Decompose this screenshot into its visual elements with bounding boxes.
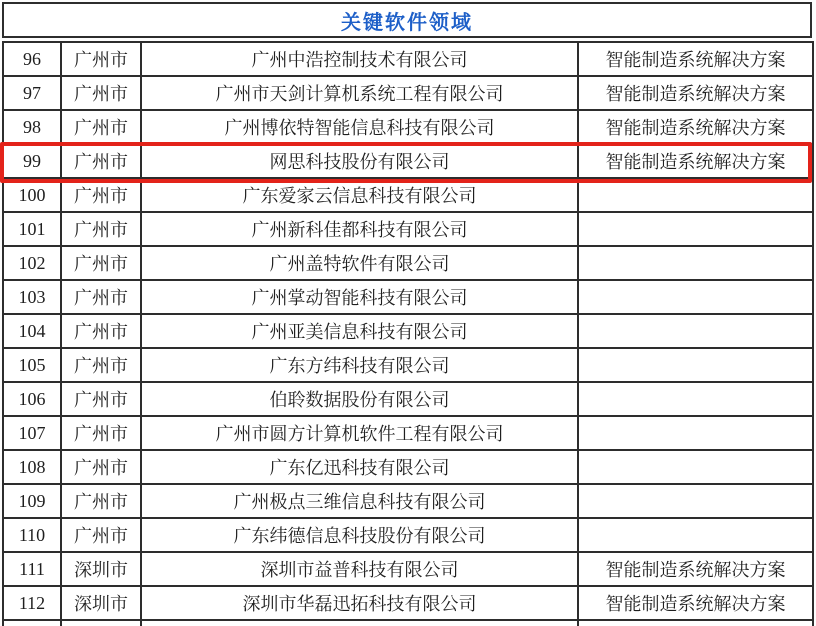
row-number-cell: 98	[3, 110, 61, 144]
company-name-cell: 广州盖特软件有限公司	[141, 246, 578, 280]
row-number-cell: 101	[3, 212, 61, 246]
city-cell: 深圳市	[61, 552, 141, 586]
row-number-cell: 103	[3, 280, 61, 314]
company-name-cell: 广州中浩控制技术有限公司	[141, 42, 578, 76]
city-cell: 广州市	[61, 382, 141, 416]
city-cell: 广州市	[61, 484, 141, 518]
company-name-cell: 广州博依特智能信息科技有限公司	[141, 110, 578, 144]
company-name-cell: 广州新科佳都科技有限公司	[141, 212, 578, 246]
solution-cell	[578, 212, 813, 246]
solution-cell: 智能制造系统解决方案	[578, 144, 813, 178]
company-name-cell: 广东亿迅科技有限公司	[141, 450, 578, 484]
company-name-cell: 广州亚美信息科技有限公司	[141, 314, 578, 348]
city-cell: 广州市	[61, 212, 141, 246]
solution-cell: 智能制造系统解决方案	[578, 76, 813, 110]
row-number-cell: 111	[3, 552, 61, 586]
row-number-cell: 96	[3, 42, 61, 76]
table-row	[3, 586, 813, 620]
table-row	[3, 620, 813, 626]
solution-cell: 智能制造系统解决方案	[578, 110, 813, 144]
row-number-cell: 105	[3, 348, 61, 382]
table-row	[3, 76, 813, 110]
table-row	[3, 110, 813, 144]
city-cell: 广州市	[61, 110, 141, 144]
company-name-cell: 深圳市华磊迅拓科技有限公司	[141, 586, 578, 620]
company-name-cell	[141, 620, 578, 626]
row-number-cell: 100	[3, 178, 61, 212]
solution-cell	[578, 314, 813, 348]
city-cell	[61, 620, 141, 626]
table-row	[3, 484, 813, 518]
city-cell: 广州市	[61, 280, 141, 314]
table-row	[3, 42, 813, 76]
city-cell: 广州市	[61, 246, 141, 280]
table-row	[3, 246, 813, 280]
company-name-cell: 伯聆数据股份有限公司	[141, 382, 578, 416]
solution-cell	[578, 280, 813, 314]
company-name-cell: 广州市天剑计算机系统工程有限公司	[141, 76, 578, 110]
table-row	[3, 382, 813, 416]
table-row	[3, 348, 813, 382]
solution-cell	[578, 518, 813, 552]
row-number-cell: 99	[3, 144, 61, 178]
row-number-cell: 110	[3, 518, 61, 552]
company-name-cell: 广东方纬科技有限公司	[141, 348, 578, 382]
solution-cell: 智能制造系统解决方案	[578, 42, 813, 76]
company-name-cell: 网思科技股份有限公司	[141, 144, 578, 178]
company-name-cell: 深圳市益普科技有限公司	[141, 552, 578, 586]
solution-cell	[578, 620, 813, 626]
row-number-cell: 102	[3, 246, 61, 280]
city-cell: 广州市	[61, 416, 141, 450]
city-cell: 广州市	[61, 76, 141, 110]
row-number-cell	[3, 620, 61, 626]
company-table	[2, 41, 814, 626]
table-row	[3, 518, 813, 552]
company-name-cell: 广东爱家云信息科技有限公司	[141, 178, 578, 212]
table-row	[3, 314, 813, 348]
row-number-cell: 108	[3, 450, 61, 484]
table-row	[3, 416, 813, 450]
city-cell: 广州市	[61, 314, 141, 348]
table-row	[3, 280, 813, 314]
row-number-cell: 97	[3, 76, 61, 110]
solution-cell	[578, 382, 813, 416]
city-cell: 广州市	[61, 348, 141, 382]
row-number-cell: 107	[3, 416, 61, 450]
solution-cell	[578, 178, 813, 212]
table-row-highlighted	[3, 144, 813, 178]
table-title: 关键软件领域	[341, 11, 473, 34]
company-name-cell: 广州极点三维信息科技有限公司	[141, 484, 578, 518]
city-cell: 深圳市	[61, 586, 141, 620]
city-cell: 广州市	[61, 42, 141, 76]
company-name-cell: 广东纬德信息科技股份有限公司	[141, 518, 578, 552]
table-row	[3, 178, 813, 212]
solution-cell	[578, 246, 813, 280]
table-row	[3, 450, 813, 484]
table-title-box	[2, 2, 812, 38]
solution-cell	[578, 484, 813, 518]
solution-cell	[578, 348, 813, 382]
city-cell: 广州市	[61, 178, 141, 212]
table-row	[3, 212, 813, 246]
solution-cell	[578, 416, 813, 450]
row-number-cell: 104	[3, 314, 61, 348]
city-cell: 广州市	[61, 518, 141, 552]
row-number-cell: 112	[3, 586, 61, 620]
solution-cell: 智能制造系统解决方案	[578, 552, 813, 586]
company-name-cell: 广州市圆方计算机软件工程有限公司	[141, 416, 578, 450]
table-row	[3, 552, 813, 586]
company-table-body	[3, 42, 813, 626]
row-number-cell: 109	[3, 484, 61, 518]
solution-cell	[578, 450, 813, 484]
solution-cell: 智能制造系统解决方案	[578, 586, 813, 620]
company-name-cell: 广州掌动智能科技有限公司	[141, 280, 578, 314]
row-number-cell: 106	[3, 382, 61, 416]
city-cell: 广州市	[61, 450, 141, 484]
city-cell: 广州市	[61, 144, 141, 178]
